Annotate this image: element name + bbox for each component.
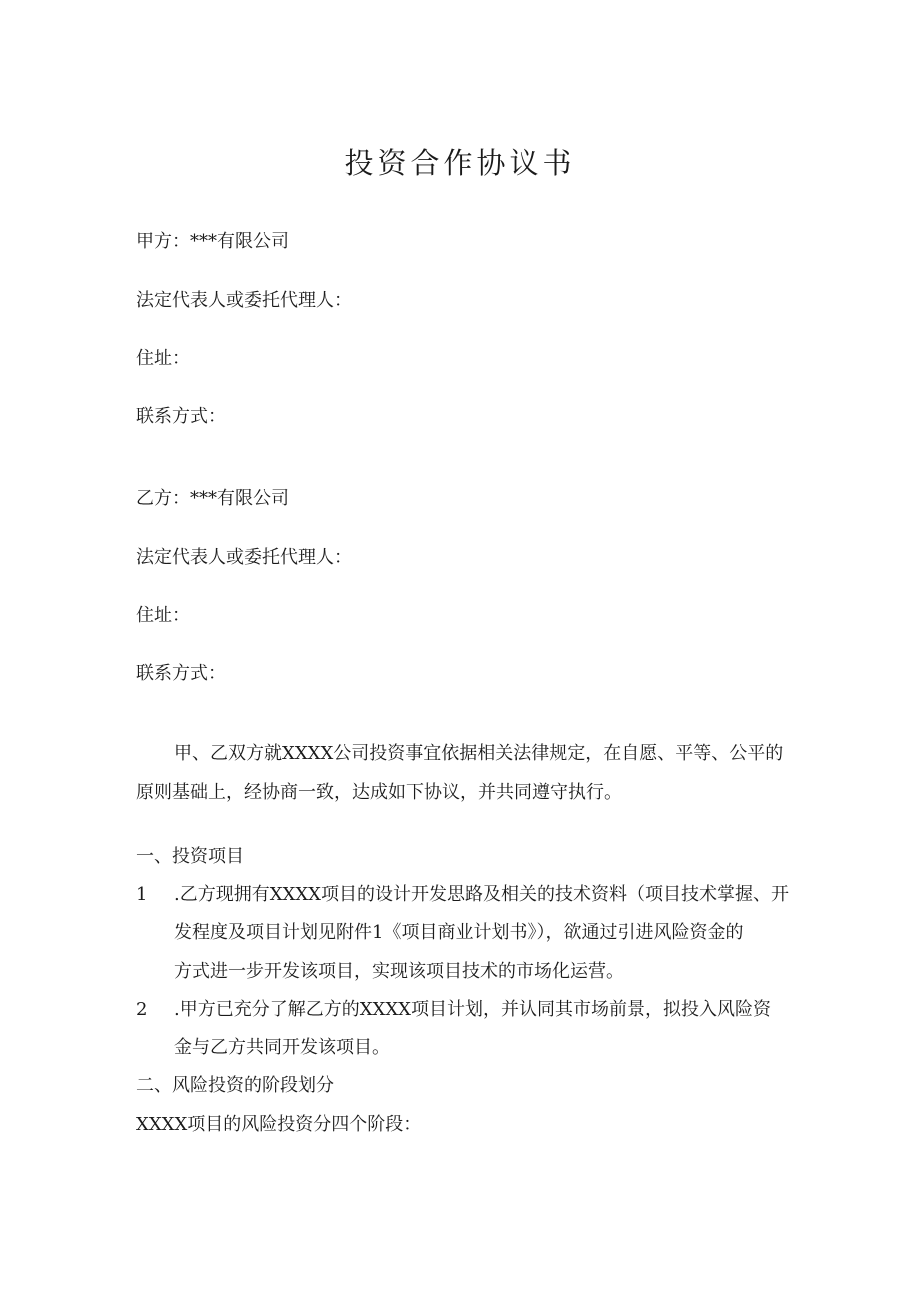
party-a-name: 甲方：***有限公司 [136, 231, 289, 252]
list-number: 1 [136, 884, 148, 905]
party-b-address: 住址： [136, 605, 190, 626]
section-1-item-1-line-1 [136, 882, 789, 908]
document-title: 投资合作协议书 [344, 146, 576, 180]
section-1-item-1-line-2: 发程度及项目计划见附件1《项目商业计划书》），欲通过引进风险资金的 [174, 922, 744, 943]
party-b-contact: 联系方式： [136, 663, 226, 684]
section-1-heading: 一、投资项目 [136, 846, 244, 867]
list-number: 2 [136, 999, 148, 1020]
section-2-heading: 二、风险投资的阶段划分 [136, 1075, 334, 1096]
list-text: .甲方已充分了解乙方的XXXX项目计划，并认同其市场前景，拟投入风险资 [174, 999, 771, 1020]
party-a-contact: 联系方式： [136, 406, 226, 427]
section-1-item-2-line-2: 金与乙方共同开发该项目。 [174, 1037, 390, 1058]
preamble-line-1: 甲、乙双方就XXXX公司投资事宜依据相关法律规定，在自愿、平等、公平的 [174, 743, 784, 764]
party-a-representative: 法定代表人或委托代理人： [136, 290, 352, 311]
section-1-item-1-line-3: 方式进一步开发该项目，实现该项目技术的市场化运营。 [174, 961, 624, 982]
party-b-name: 乙方：***有限公司 [136, 488, 289, 509]
party-a-address: 住址： [136, 348, 190, 369]
list-text: .乙方现拥有XXXX项目的设计开发思路及相关的技术资料（项目技术掌握、开 [174, 884, 789, 905]
section-1-item-2-line-1 [136, 997, 771, 1023]
section-2-intro: XXXX项目的风险投资分四个阶段： [136, 1114, 422, 1135]
preamble-line-2: 原则基础上，经协商一致，达成如下协议，并共同遵守执行。 [136, 782, 622, 803]
party-b-representative: 法定代表人或委托代理人： [136, 547, 352, 568]
